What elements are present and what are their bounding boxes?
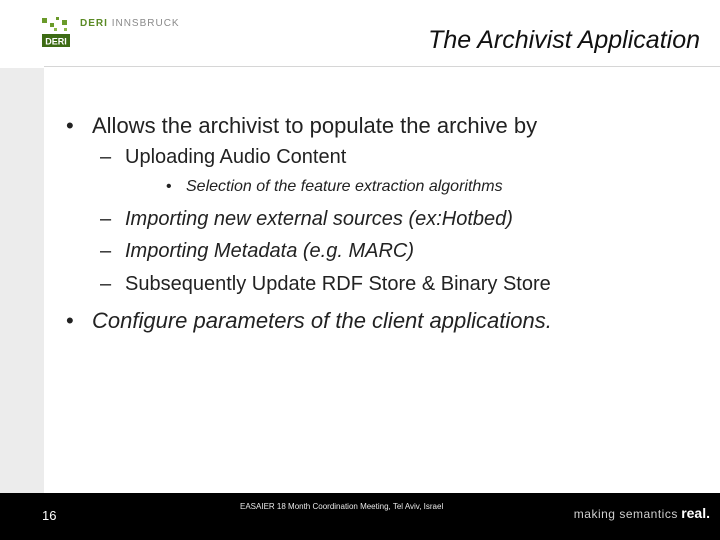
sub-bullet-update-store <box>100 273 551 296</box>
dash-marker: – <box>100 240 112 262</box>
footer-event-text: EASAIER 18 Month Coordination Meeting, Tel Aviv, Israel <box>240 502 444 511</box>
sub-bullet-importing-metadata <box>100 240 414 263</box>
dash-marker: – <box>100 208 112 230</box>
tagline-strong: real. <box>681 505 710 521</box>
logo-text <box>80 18 180 29</box>
dash-marker: – <box>100 146 112 168</box>
logo-mark-text: DERI <box>45 36 67 47</box>
sub-bullet-uploading <box>100 146 346 169</box>
title-divider <box>44 66 720 67</box>
sub-bullet-importing-sources-text: Importing new external sources (ex:Hotbed) <box>125 208 513 230</box>
deri-logo-icon <box>40 14 74 48</box>
logo-city: INNSBRUCK <box>111 18 180 29</box>
sub-sub-bullet-selection <box>166 178 503 196</box>
deri-logo <box>40 14 190 50</box>
bullet-marker: • <box>66 113 74 138</box>
tagline-soft: making semantics <box>573 507 678 521</box>
page-number: 16 <box>42 508 57 523</box>
bullet-2 <box>66 308 552 334</box>
dash-marker: – <box>100 273 112 295</box>
bullet-marker: • <box>66 308 74 333</box>
sub-bullet-importing-metadata-text: Importing Metadata (e.g. MARC) <box>125 240 414 262</box>
sub-bullet-importing-sources <box>100 208 513 231</box>
sub-bullet-update-store-text: Subsequently Update RDF Store & Binary Store <box>125 273 551 295</box>
sub-sub-bullet-selection-text: Selection of the feature extraction algorithms <box>186 178 503 195</box>
tagline <box>574 505 710 521</box>
left-band <box>0 68 44 493</box>
footer-bar <box>0 493 720 540</box>
slide-title: The Archivist Application <box>428 26 700 54</box>
bullet-2-text: Configure parameters of the client applications. <box>92 308 552 333</box>
sub-bullet-uploading-text: Uploading Audio Content <box>125 146 347 168</box>
bullet-1 <box>66 113 537 139</box>
bullet-marker: • <box>166 178 172 195</box>
logo-brand: DERI <box>80 18 108 29</box>
bullet-1-text: Allows the archivist to populate the archive by <box>92 113 538 138</box>
